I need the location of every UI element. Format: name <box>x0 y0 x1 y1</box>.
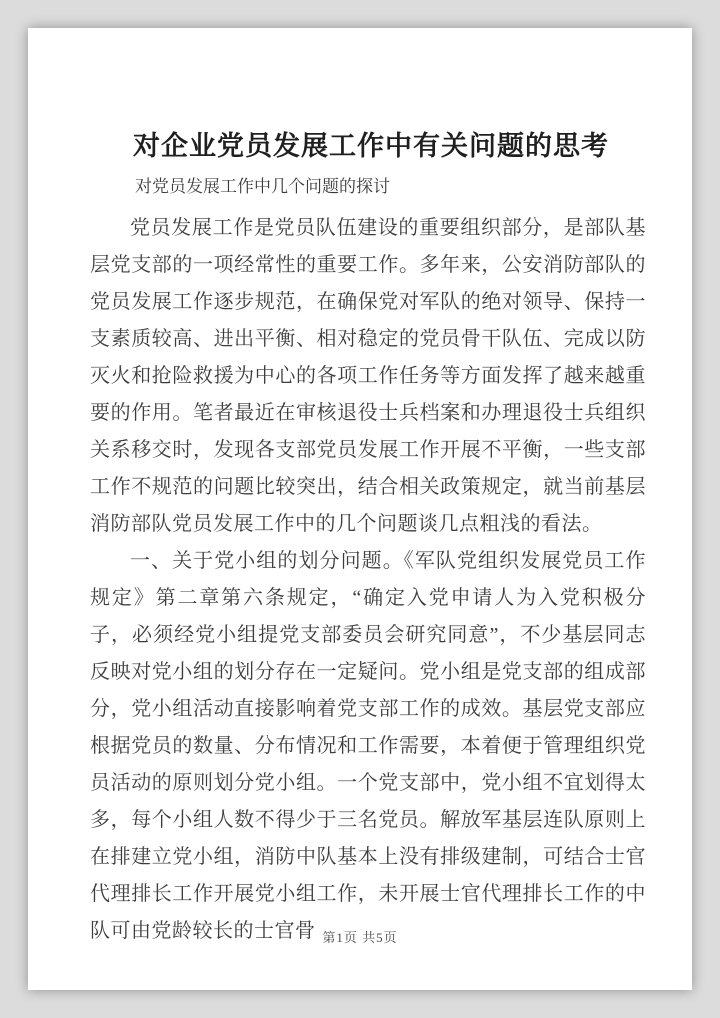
document-title: 对企业党员发展工作中有关问题的思考 <box>133 131 609 161</box>
document-body <box>90 210 646 950</box>
page-number: 第1页 共5页 <box>322 930 398 945</box>
document-page <box>28 28 692 990</box>
paragraph: 党员发展工作是党员队伍建设的重要组织部分，是部队基层党支部的一项经常性的重要工作。多年来，公安消防部队的党员发展工作逐步规范，在确保党对军队的绝对领导、保持一支素质较高、进出平衡、相对稳定的党员骨干队伍、完成以防灭火和抢险救援为中心的各项工作任务等方面发挥了越来越重要的作用。笔者最近在审核退役士兵档案和办理退役士兵组织关系移交时，发现各支部党员发展工作开展不平衡，一些支部工作不规范的问题比较突出，结合相关政策规定，就当前基层消防部队党员发展工作中的几个问题谈几点粗浅的看法。 <box>90 217 646 535</box>
paragraph: 一、关于党小组的划分问题。《军队党组织发展党员工作规定》第二章第六条规定，“确定入党申请人为入党积极分子，必须经党小组提党支部委员会研究同意”，不少基层同志反映对党小组的划分存在一定疑问。党小组是党支部的组成部分，党小组活动直接影响着党支部工作的成效。基层党支部应根据党员的数量、分布情况和工作需要，本着便于管理组织党员活动的原则划分党小组。一个党支部中，党小组不宜划得太多，每个小组人数不得少于三名党员。解放军基层连队原则上在排建立党小组，消防中队基本上没有排级建制，可结合士官代理排长工作开展党小组工作，未开展士官代理排长工作的中队可由党龄较长的士官骨 <box>90 550 646 942</box>
document-subtitle: 对党员发展工作中几个问题的探讨 <box>135 177 390 196</box>
